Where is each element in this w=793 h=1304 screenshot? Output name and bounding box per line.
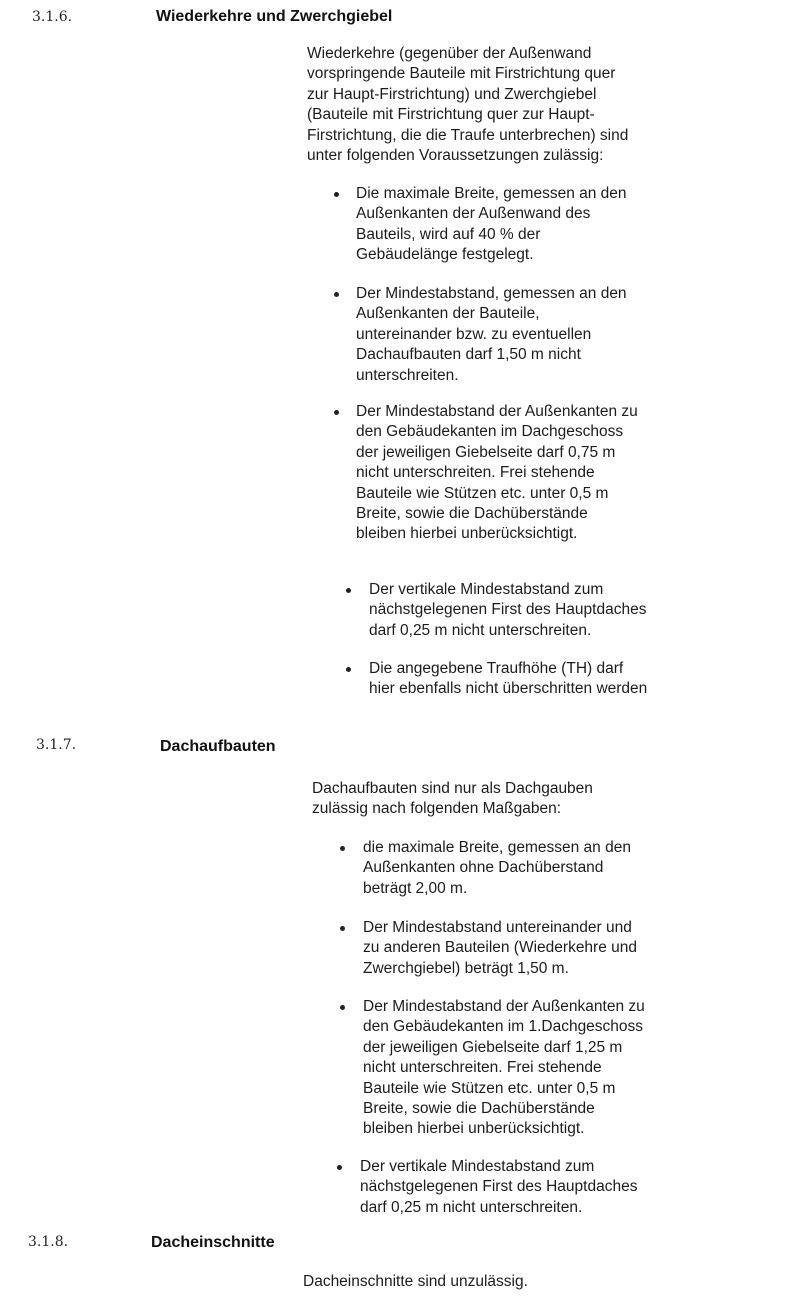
bullet-icon: [334, 192, 339, 197]
list-item: Der Mindestabstand untereinander und zu anderen Bauteilen (Wiederkehre und Zwerchgiebel) beträgt 1,50 m.: [343, 918, 637, 979]
list-item: Der Mindestabstand der Außenkanten zu den Gebäudekanten im Dachgeschoss der jeweiligen Giebelseite darf 0,75 m nicht unterschreiten. Frei stehende Bauteile wie Stützen etc. unter 0,5 m Breite, sowie die Dachüberstände bleiben hierbei unberücksichtigt.: [338, 402, 638, 545]
section-heading: Dacheinschnitte: [151, 1234, 275, 1251]
bullet-icon: [346, 588, 351, 593]
bullet-icon: [334, 292, 339, 297]
list-item: Die maximale Breite, gemessen an den Außenkanten der Außenwand des Bauteils, wird auf 40 % der Gebäudelänge festgelegt.: [338, 184, 627, 266]
list-item: Die angegebene Traufhöhe (TH) darf hier ebenfalls nicht überschritten werden: [348, 659, 647, 700]
list-item: Der Mindestabstand, gemessen an den Außenkanten der Bauteile, untereinander bzw. zu eventuellen Dachaufbauten darf 1,50 m nicht unterschreiten.: [338, 284, 627, 386]
bullet-icon: [340, 926, 345, 931]
bullet-icon: [340, 846, 345, 851]
section-intro: Dacheinschnitte sind unzulässig.: [303, 1273, 528, 1290]
section-heading: Wiederkehre und Zwerchgiebel: [156, 8, 393, 25]
list-item: Der vertikale Mindestabstand zum nächstgelegenen First des Hauptdaches darf 0,25 m nicht unterschreiten.: [348, 580, 646, 641]
list-item: Der vertikale Mindestabstand zum nächstgelegenen First des Hauptdaches darf 0,25 m nicht unterschreiten.: [340, 1157, 637, 1218]
section-number: 3.1.8.: [28, 1234, 69, 1250]
section-intro: Dachaufbauten sind nur als Dachgauben zulässig nach folgenden Maßgaben:: [312, 780, 593, 818]
list-item: die maximale Breite, gemessen an den Außenkanten ohne Dachüberstand beträgt 2,00 m.: [343, 838, 631, 899]
bullet-icon: [340, 1005, 345, 1010]
section-number: 3.1.7.: [36, 737, 77, 753]
bullet-icon: [334, 410, 339, 415]
section-intro: Wiederkehre (gegenüber der Außenwand vorspringende Bauteile mit Firstrichtung quer zur Haupt-Firstrichtung) und Zwerchgiebel (Bauteile mit Firstrichtung quer zur Haupt- Firstrichtung, die die Traufe unterbrechen) sind unter folgenden Voraussetzungen zulässig:: [307, 45, 629, 165]
section-heading: Dachaufbauten: [160, 738, 276, 755]
bullet-icon: [346, 667, 351, 672]
bullet-icon: [337, 1165, 342, 1170]
section-number: 3.1.6.: [32, 9, 73, 25]
list-item: Der Mindestabstand der Außenkanten zu den Gebäudekanten im 1.Dachgeschoss der jeweiligen Giebelseite darf 1,25 m nicht unterschreiten. Frei stehende Bauteile wie Stützen etc. unter 0,5 m Breite, sowie die Dachüberstände bleiben hierbei unberücksichtigt.: [343, 997, 645, 1140]
